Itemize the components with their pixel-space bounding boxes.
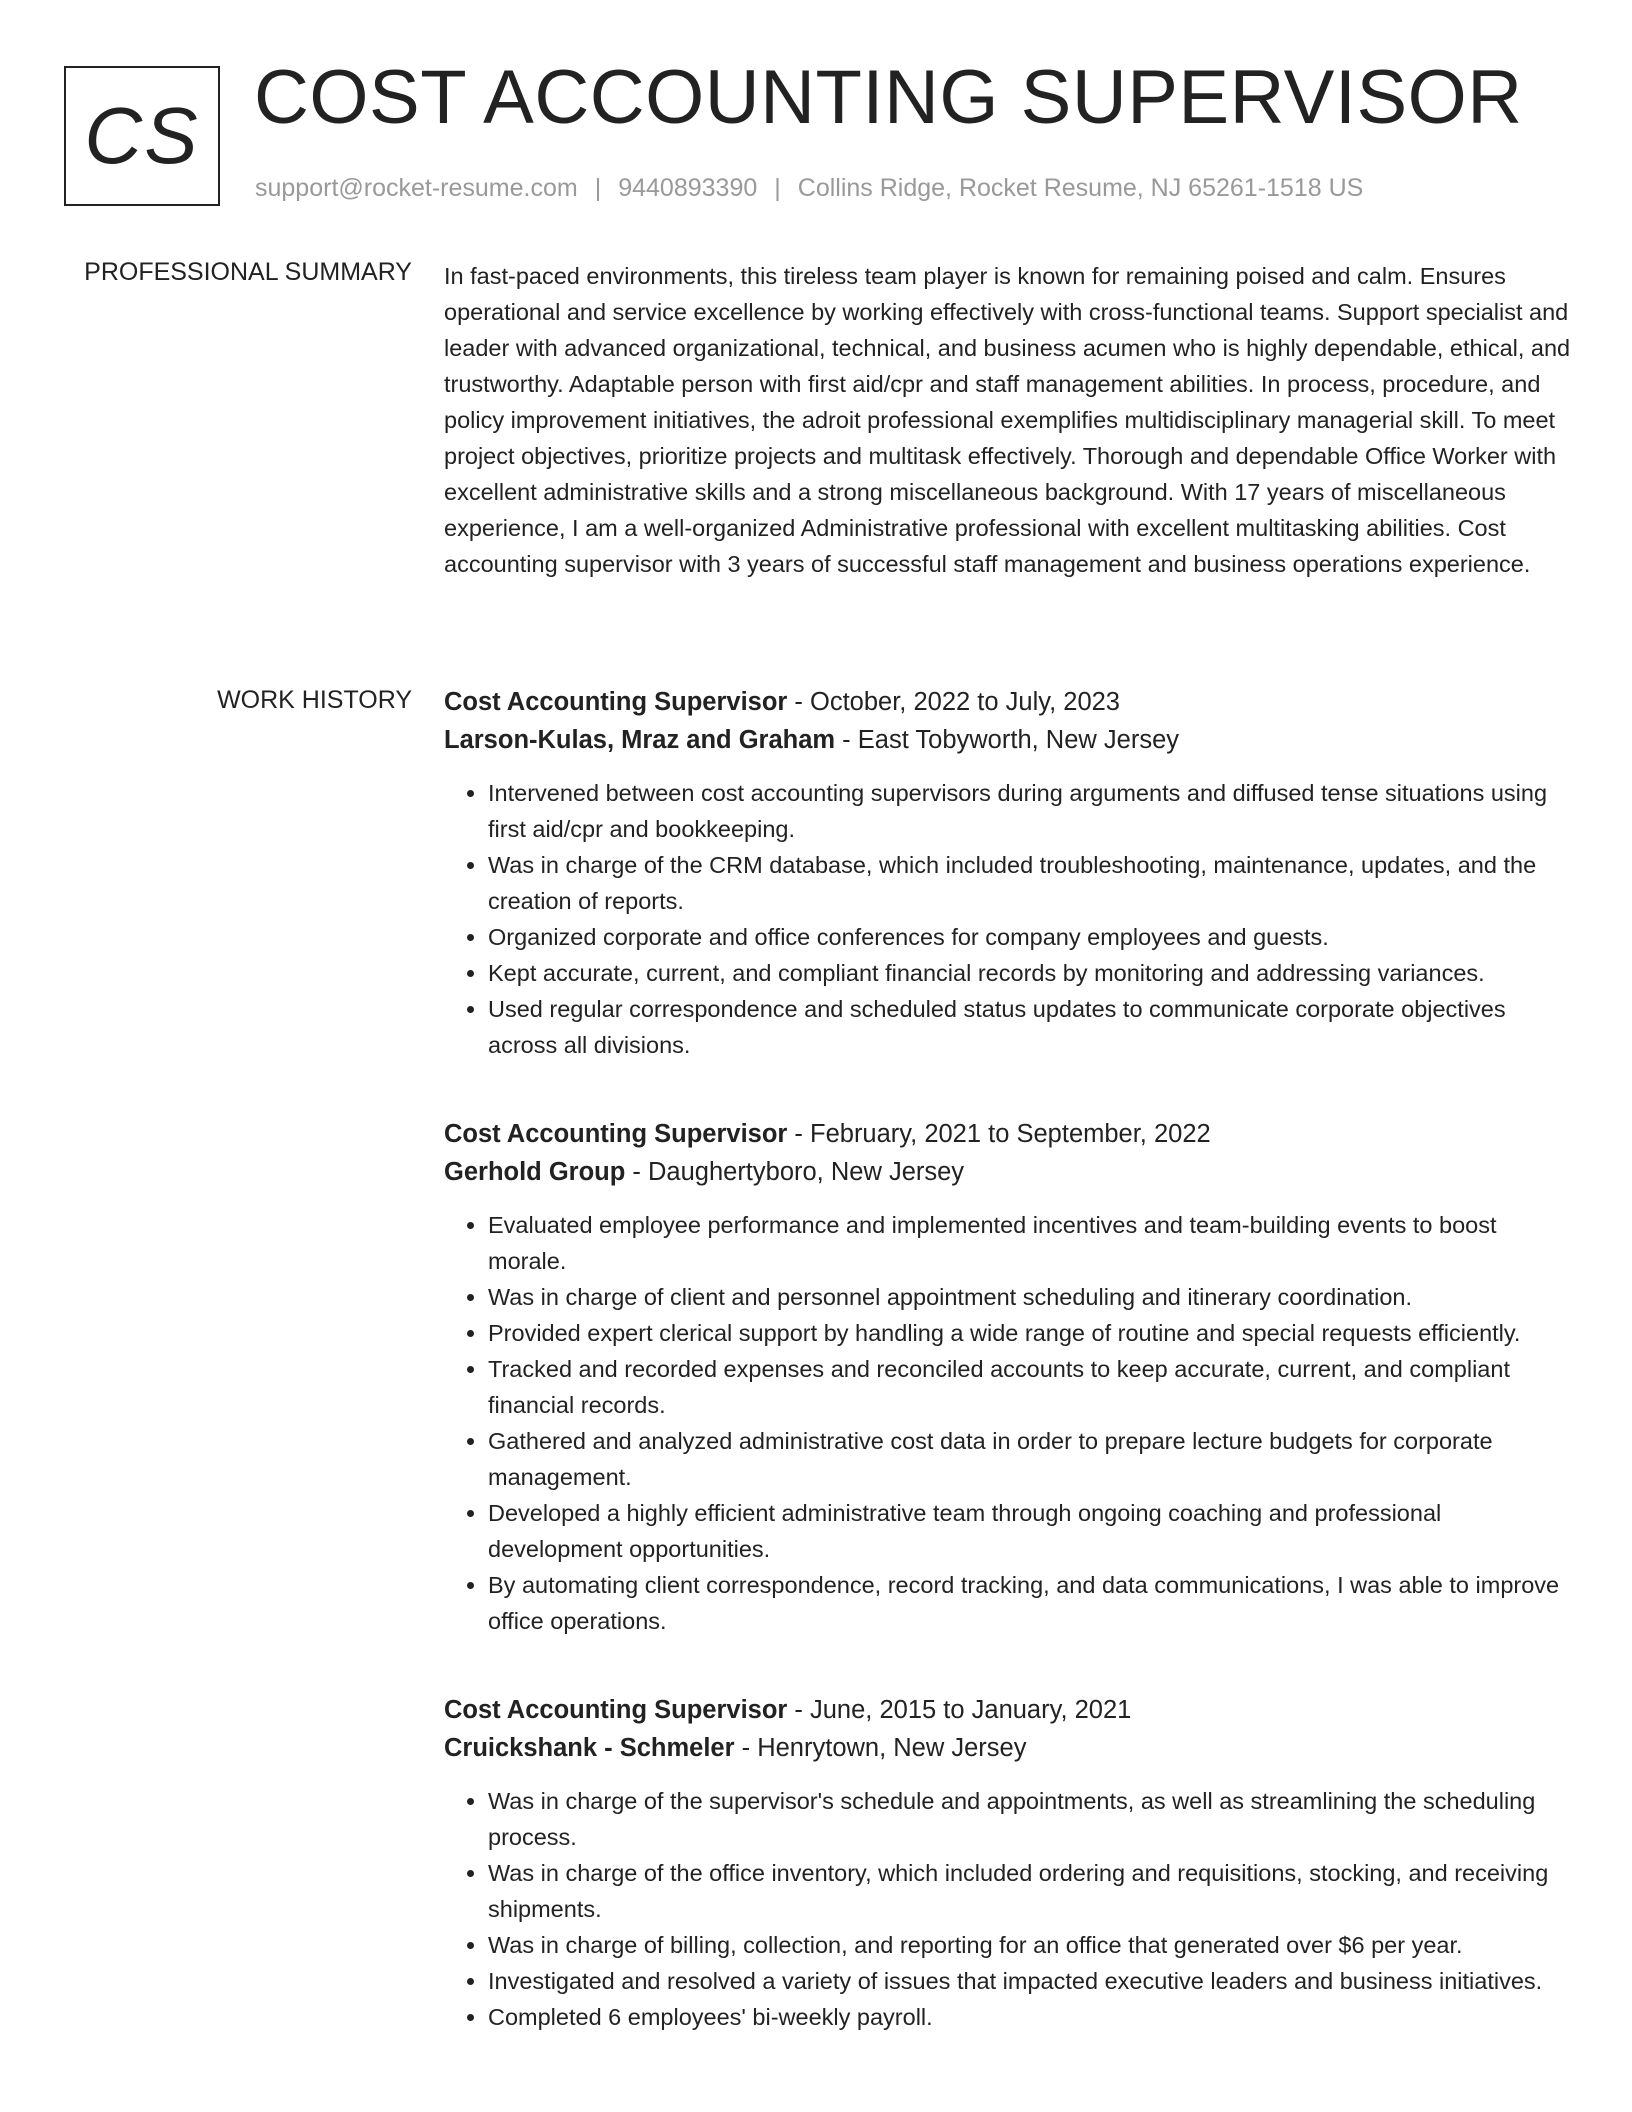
job-dates: - June, 2015 to January, 2021 bbox=[787, 1696, 1132, 1724]
job-title: Cost Accounting Supervisor bbox=[444, 688, 788, 716]
contact-line bbox=[255, 174, 1363, 203]
job-title-line bbox=[444, 1115, 1564, 1153]
resume-title: COST ACCOUNTING SUPERVISOR bbox=[254, 55, 1523, 140]
job-bullet: • Organized corporate and office conferences for company employees and guests. bbox=[488, 919, 1564, 955]
job-company-line bbox=[444, 1729, 1564, 1767]
job-bullet: • Tracked and recorded expenses and reconciled accounts to keep accurate, current, and compliant financial records. bbox=[488, 1351, 1564, 1423]
job-bullet: • Completed 6 employees' bi-weekly payroll. bbox=[488, 1999, 1564, 2035]
job-bullet: • Used regular correspondence and scheduled status updates to communicate corporate objectives across all divisions. bbox=[488, 991, 1564, 1063]
job-bullets bbox=[444, 775, 1564, 1063]
job-company: Larson-Kulas, Mraz and Graham bbox=[444, 726, 836, 754]
monogram-initials: CS bbox=[84, 91, 200, 180]
job-title: Cost Accounting Supervisor bbox=[444, 1696, 788, 1724]
job-bullet: • Kept accurate, current, and compliant financial records by monitoring and addressing variances. bbox=[488, 955, 1564, 991]
contact-phone: 9440893390 bbox=[618, 174, 758, 202]
job-bullet: • Provided expert clerical support by handling a wide range of routine and special requests efficiently. bbox=[488, 1315, 1564, 1351]
contact-address: Collins Ridge, Rocket Resume, NJ 65261-1518 US bbox=[797, 174, 1364, 202]
job-dates: - February, 2021 to September, 2022 bbox=[787, 1120, 1211, 1148]
job-location: - East Tobyworth, New Jersey bbox=[835, 726, 1179, 754]
job-bullets bbox=[444, 1207, 1564, 1639]
summary-text: In fast-paced environments, this tireless team player is known for remaining poised and calm. Ensures operational and service excellence by working effectively with cross-functional teams. Support specialist and leader with advanced organizational, technical, and business acumen who is highly dependable, ethical, and trustworthy. Adaptable person with first aid/cpr and staff management abilities. In process, procedure, and policy improvement initiatives, the adroit professional exemplifies multidisciplinary managerial skill. To meet project objectives, prioritize projects and multitask effectively. Thorough and dependable Office Worker with excellent administrative skills and a strong miscellaneous background. With 17 years of miscellaneous experience, I am a well-organized Administrative professional with excellent multitasking abilities. Cost accounting supervisor with 3 years of successful staff management and business operations experience. bbox=[444, 263, 1571, 577]
job-location: - Henrytown, New Jersey bbox=[734, 1734, 1027, 1762]
job-dates: - October, 2022 to July, 2023 bbox=[787, 688, 1120, 716]
job-entry bbox=[444, 683, 1564, 1063]
contact-separator: | bbox=[774, 174, 781, 202]
job-company: Gerhold Group bbox=[444, 1158, 626, 1186]
section-label-work-history: WORK HISTORY bbox=[217, 686, 412, 714]
job-bullet: • Evaluated employee performance and implemented incentives and team-building events to boost morale. bbox=[488, 1207, 1564, 1279]
section-label-summary: PROFESSIONAL SUMMARY bbox=[84, 258, 412, 286]
job-bullet: • Was in charge of client and personnel appointment scheduling and itinerary coordination. bbox=[488, 1279, 1564, 1315]
monogram-box bbox=[64, 66, 220, 206]
contact-email: support@rocket-resume.com bbox=[255, 174, 578, 202]
job-title-line bbox=[444, 683, 1564, 721]
job-bullet: • Was in charge of billing, collection, and reporting for an office that generated over $6 per year. bbox=[488, 1927, 1564, 1963]
contact-separator: | bbox=[594, 174, 602, 202]
work-history-list bbox=[444, 683, 1564, 2087]
job-company-line bbox=[444, 721, 1564, 759]
job-bullet: • Gathered and analyzed administrative cost data in order to prepare lecture budgets for corporate management. bbox=[488, 1423, 1564, 1495]
job-title: Cost Accounting Supervisor bbox=[444, 1120, 788, 1148]
job-entry bbox=[444, 1691, 1564, 2035]
job-location: - Daughertyboro, New Jersey bbox=[625, 1158, 965, 1186]
job-bullet: • Was in charge of the office inventory, which included ordering and requisitions, stocking, and receiving shipments. bbox=[488, 1855, 1564, 1927]
job-bullet: • Developed a highly efficient administrative team through ongoing coaching and professional development opportunities. bbox=[488, 1495, 1564, 1567]
job-bullet: • Investigated and resolved a variety of issues that impacted executive leaders and business initiatives. bbox=[488, 1963, 1564, 1999]
job-bullet: • Was in charge of the CRM database, which included troubleshooting, maintenance, updates, and the creation of reports. bbox=[488, 847, 1564, 919]
job-bullet: • By automating client correspondence, record tracking, and data communications, I was able to improve office operations. bbox=[488, 1567, 1564, 1639]
job-title-line bbox=[444, 1691, 1564, 1729]
job-bullet: • Was in charge of the supervisor's schedule and appointments, as well as streamlining the scheduling process. bbox=[488, 1783, 1564, 1855]
job-company-line bbox=[444, 1153, 1564, 1191]
job-entry bbox=[444, 1115, 1564, 1639]
job-company: Cruickshank - Schmeler bbox=[444, 1734, 735, 1762]
job-bullets bbox=[444, 1783, 1564, 2035]
job-bullet: • Intervened between cost accounting supervisors during arguments and diffused tense situations using first aid/cpr and bookkeeping. bbox=[488, 775, 1564, 847]
